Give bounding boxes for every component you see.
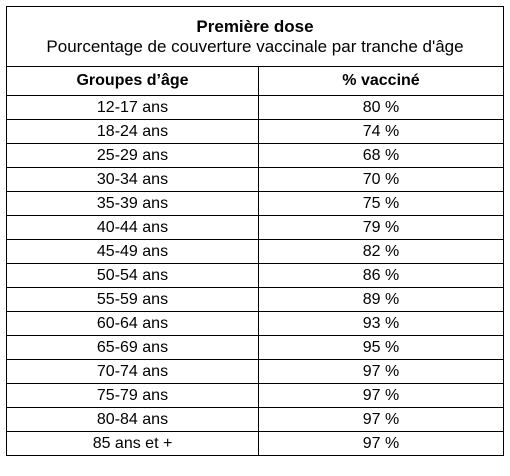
percent-vaccinated-cell: 95 %: [259, 336, 504, 360]
column-header-age-group: Groupes d’âge: [7, 67, 259, 96]
percent-vaccinated-cell: 79 %: [259, 216, 504, 240]
age-group-cell: 30-34 ans: [7, 168, 259, 192]
percent-vaccinated-cell: 70 %: [259, 168, 504, 192]
age-group-cell: 12-17 ans: [7, 96, 259, 120]
age-group-cell: 50-54 ans: [7, 264, 259, 288]
table-row: [7, 288, 504, 312]
table-row: [7, 432, 504, 456]
percent-vaccinated-cell: 89 %: [259, 288, 504, 312]
table-row: [7, 240, 504, 264]
table-row: [7, 408, 504, 432]
age-group-cell: 55-59 ans: [7, 288, 259, 312]
age-group-cell: 65-69 ans: [7, 336, 259, 360]
age-group-cell: 45-49 ans: [7, 240, 259, 264]
percent-vaccinated-cell: 86 %: [259, 264, 504, 288]
table-subtitle: Pourcentage de couverture vaccinale par tranche d'âge: [46, 36, 464, 56]
table-header-row: [7, 67, 504, 96]
table-body: [7, 96, 504, 456]
age-group-cell: 85 ans et +: [7, 432, 259, 456]
percent-vaccinated-cell: 97 %: [259, 408, 504, 432]
age-group-cell: 18-24 ans: [7, 120, 259, 144]
table-row: [7, 312, 504, 336]
table-row: [7, 96, 504, 120]
vaccination-coverage-table: [6, 6, 504, 456]
age-group-cell: 70-74 ans: [7, 360, 259, 384]
percent-vaccinated-cell: 74 %: [259, 120, 504, 144]
age-group-cell: 75-79 ans: [7, 384, 259, 408]
table-row: [7, 144, 504, 168]
percent-vaccinated-cell: 97 %: [259, 384, 504, 408]
table-row: [7, 360, 504, 384]
table-row: [7, 192, 504, 216]
table-title-row: [7, 7, 504, 67]
table-row: [7, 168, 504, 192]
table-title-cell: [7, 7, 504, 67]
age-group-cell: 25-29 ans: [7, 144, 259, 168]
age-group-cell: 40-44 ans: [7, 216, 259, 240]
vaccination-table-container: [6, 6, 503, 456]
column-header-percent-vaccinated: % vacciné: [259, 67, 504, 96]
age-group-cell: 35-39 ans: [7, 192, 259, 216]
percent-vaccinated-cell: 75 %: [259, 192, 504, 216]
percent-vaccinated-cell: 82 %: [259, 240, 504, 264]
table-row: [7, 384, 504, 408]
table-row: [7, 216, 504, 240]
percent-vaccinated-cell: 93 %: [259, 312, 504, 336]
table-title: Première dose: [196, 16, 314, 36]
percent-vaccinated-cell: 68 %: [259, 144, 504, 168]
table-row: [7, 264, 504, 288]
age-group-cell: 80-84 ans: [7, 408, 259, 432]
percent-vaccinated-cell: 97 %: [259, 432, 504, 456]
percent-vaccinated-cell: 97 %: [259, 360, 504, 384]
age-group-cell: 60-64 ans: [7, 312, 259, 336]
table-row: [7, 336, 504, 360]
table-row: [7, 120, 504, 144]
percent-vaccinated-cell: 80 %: [259, 96, 504, 120]
